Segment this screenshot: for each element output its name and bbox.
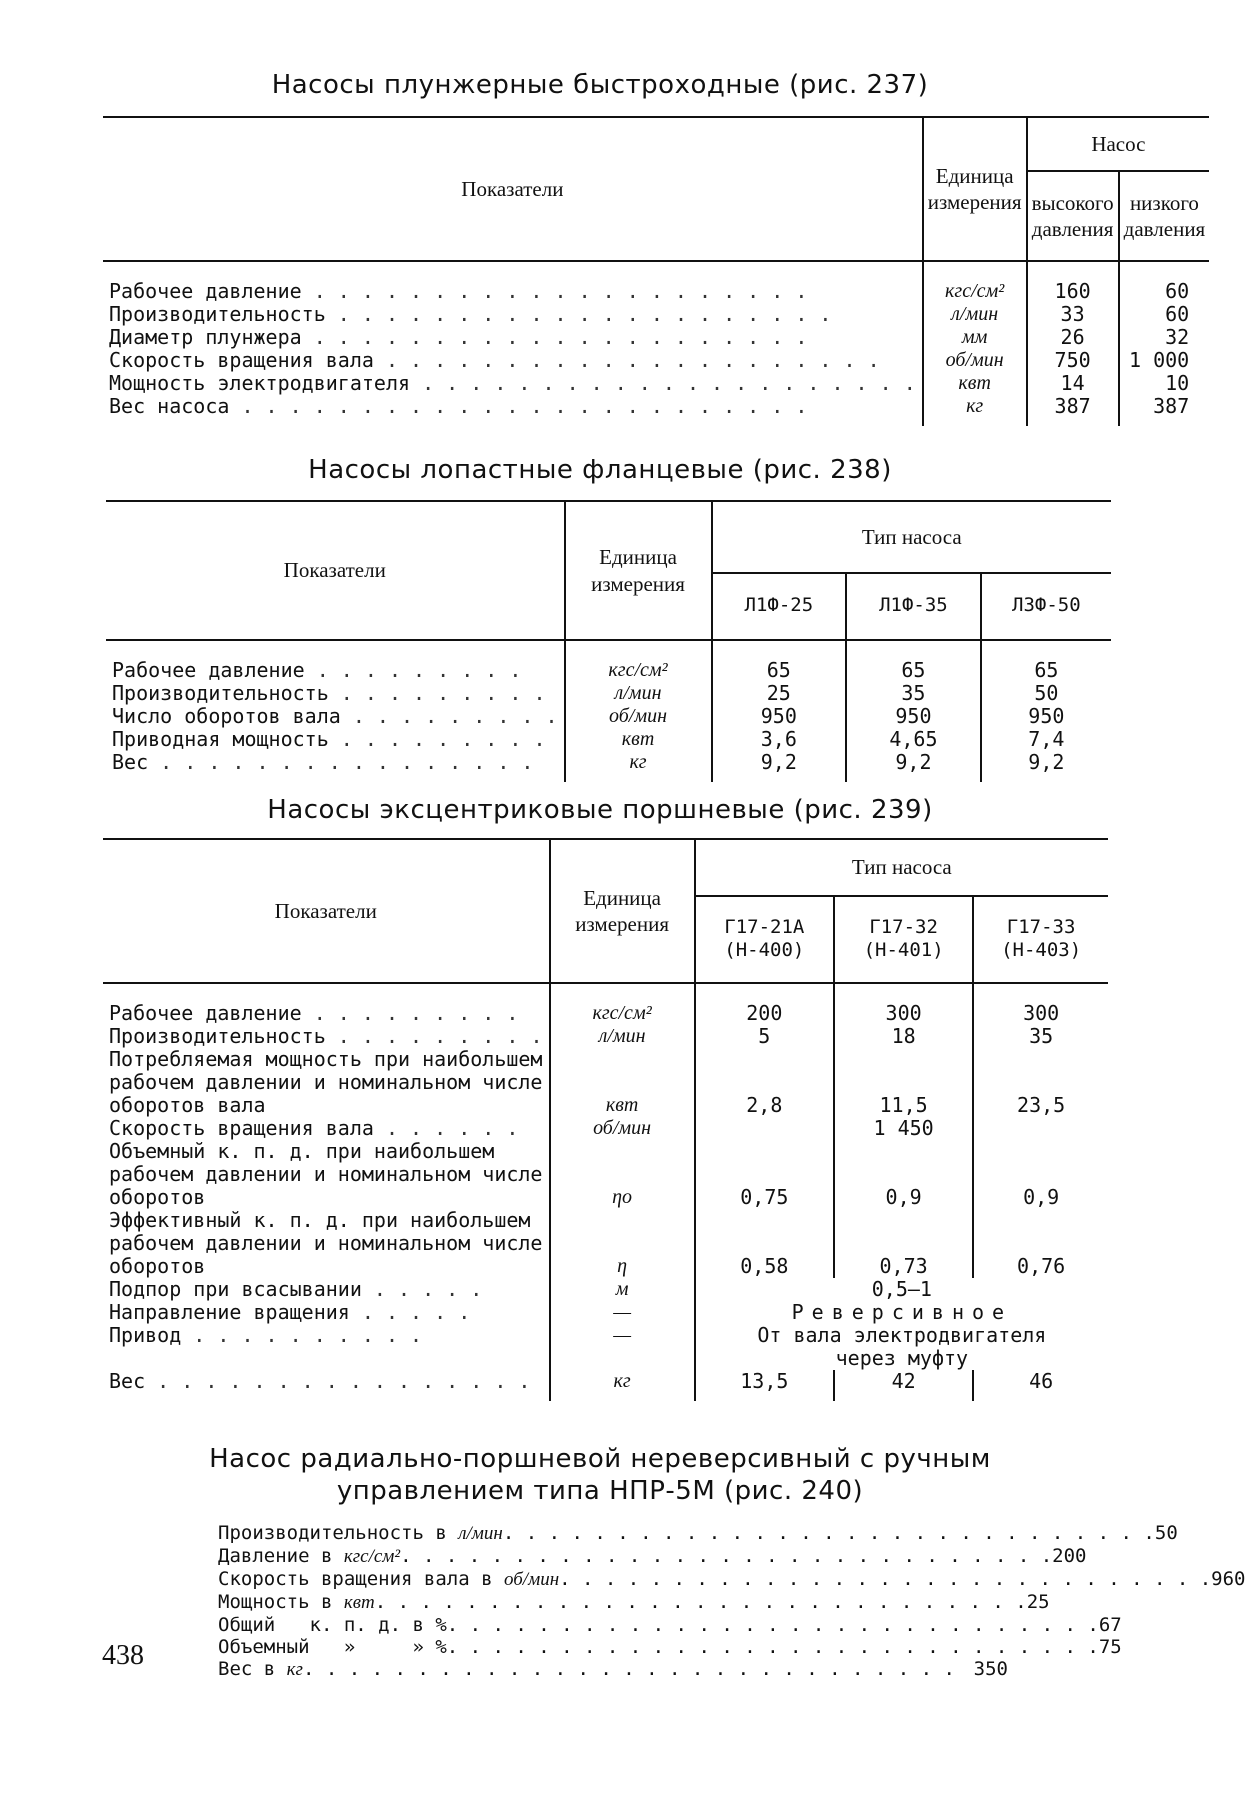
- table3-eccentric-piston-pumps: [103, 838, 1108, 1401]
- npr5m-spec-list: [218, 1522, 1245, 1681]
- row-unit: об/мин: [923, 349, 1027, 372]
- cell-value: 33: [1027, 303, 1119, 326]
- row-label: Рабочее давление: [109, 279, 302, 303]
- item-label: Скорость вращения вала в: [218, 1568, 504, 1590]
- cell-value: 65: [846, 640, 981, 682]
- item-unit: л/мин: [458, 1523, 503, 1544]
- table-row: Приводная мощность . . . . . . . . . квт 3,6 4,65 7,4: [106, 728, 1111, 751]
- list-item: Давление в кгс/см² . . . . . . . . . . . . . . . . . . . . . . . . . . . . . 200: [218, 1545, 1087, 1567]
- section4-title-line2: управлением типа НПР-5М (рис. 240): [336, 1476, 864, 1506]
- header-pump-group: Насос: [1027, 117, 1210, 171]
- table-row: Вес насоса . . . . . . . . . . . . . . . . . . . . . . . . кг 387 387: [103, 395, 1209, 426]
- cell-value: 4,65: [846, 728, 981, 751]
- row-unit: об/мин: [550, 1117, 695, 1140]
- cell-value: 5: [695, 1025, 834, 1048]
- cell-value: 300: [834, 983, 973, 1025]
- row-label: Производительность: [109, 302, 326, 326]
- cell-value: 387: [1119, 395, 1210, 426]
- row-label: Потребляемая мощность при наибольшем рабочем давлении и номинальном числе оборотов вала: [109, 1047, 543, 1117]
- table1-title: Насосы плунжерные быстроходные (рис. 237): [271, 70, 929, 100]
- cell-value: 0,58: [695, 1209, 834, 1278]
- row-unit: квт: [565, 728, 712, 751]
- item-label: Объемный » » %: [218, 1636, 447, 1658]
- cell-value: 0,76: [973, 1209, 1108, 1278]
- item-value: 50: [1154, 1522, 1178, 1544]
- cell-value: 13,5: [695, 1370, 834, 1401]
- cell-value-merged: Реверсивное: [695, 1301, 1108, 1324]
- cell-value: 25: [712, 682, 847, 705]
- table-row: Привод . . . . . . . . . . — От вала электродвигателя через муфту: [103, 1324, 1108, 1370]
- cell-value: 14: [1027, 372, 1119, 395]
- cell-value: 50: [981, 682, 1111, 705]
- row-unit: кгс/см²: [550, 983, 695, 1025]
- table-row: Мощность электродвигателя . . . . . . . . . . . . . . . . . . . . . квт 14 10: [103, 372, 1209, 395]
- cell-value: 0,9: [834, 1140, 973, 1209]
- item-value: 67: [1098, 1614, 1122, 1636]
- cell-value: 1 000: [1119, 349, 1210, 372]
- row-label: Вес: [109, 1369, 146, 1393]
- cell-value: 46: [973, 1370, 1108, 1401]
- row-label: Эффективный к. п. д. при наибольшем рабочем давлении и номинальном числе оборотов: [109, 1208, 543, 1278]
- header-l1f-35: Л1Ф-35: [846, 573, 981, 640]
- item-value: 75: [1098, 1636, 1122, 1658]
- row-label: Диаметр плунжера: [109, 325, 302, 349]
- item-label: Производительность в: [218, 1522, 459, 1544]
- list-item: Скорость вращения вала в об/мин . . . . . . . . . . . . . . . . . . . . . . . . . . . . . 960: [218, 1568, 1245, 1590]
- cell-value: 750: [1027, 349, 1119, 372]
- table-row: Направление вращения . . . . . — Реверсивное: [103, 1301, 1108, 1324]
- table-row: Скорость вращения вала . . . . . . . . . . . . . . . . . . . . . об/мин 750 1 000: [103, 349, 1209, 372]
- list-item: Общий к. п. д. в % . . . . . . . . . . . . . . . . . . . . . . . . . . . . . 67: [218, 1614, 1122, 1636]
- table-row: Число оборотов вала . . . . . . . . . об/мин 950 950 950: [106, 705, 1111, 728]
- row-label: Приводная мощность: [112, 727, 329, 751]
- row-unit: кгс/см²: [923, 261, 1027, 303]
- header-l1f-25: Л1Ф-25: [712, 573, 847, 640]
- table-row: [103, 1209, 1108, 1278]
- cell-value: 60: [1119, 261, 1210, 303]
- section4-title-line1: Насос радиально-поршневой нереверсивный с ручным: [209, 1444, 991, 1474]
- table-row: Вес . . . . . . . . . . . . . . . . кг 9,2 9,2 9,2: [106, 751, 1111, 782]
- row-label: Производительность: [112, 681, 329, 705]
- table-row: [103, 1048, 1108, 1117]
- item-value: 25: [1026, 1591, 1050, 1613]
- row-unit: —: [550, 1324, 695, 1370]
- cell-value: 3,6: [712, 728, 847, 751]
- table-row: Рабочее давление . . . . . . . . . кгс/см² 200 300 300: [103, 983, 1108, 1025]
- row-label: Число оборотов вала: [112, 704, 341, 728]
- item-label: Мощность в: [218, 1591, 344, 1613]
- table-row: Производительность . . . . . . . . . л/мин 5 18 35: [103, 1025, 1108, 1048]
- row-unit: кг: [923, 395, 1027, 426]
- table-row: [103, 1140, 1108, 1209]
- row-unit: л/мин: [550, 1025, 695, 1048]
- header-indicators: Показатели: [461, 176, 564, 201]
- item-unit: кг: [286, 1659, 303, 1680]
- cell-value: 18: [834, 1025, 973, 1048]
- row-unit: мм: [923, 326, 1027, 349]
- cell-value: 10: [1119, 372, 1210, 395]
- cell-value: 200: [695, 983, 834, 1025]
- row-label: Вес насоса: [109, 394, 230, 418]
- table-row: Производительность . . . . . . . . . . . . . . . . . . . . . л/мин 33 60: [103, 303, 1209, 326]
- cell-value: 300: [973, 983, 1108, 1025]
- item-value: 200: [1052, 1545, 1087, 1567]
- list-item: Мощность в квт . . . . . . . . . . . . . . . . . . . . . . . . . . . . . 25: [218, 1591, 1050, 1613]
- item-value: 350: [973, 1658, 1008, 1680]
- row-unit: кг: [550, 1370, 695, 1401]
- table-row: Рабочее давление . . . . . . . . . . . . . . . . . . . . . кгс/см² 160 60: [103, 261, 1209, 303]
- cell-value: 65: [712, 640, 847, 682]
- cell-value: 387: [1027, 395, 1119, 426]
- cell-value: 60: [1119, 303, 1210, 326]
- cell-value-merged: От вала электродвигателя через муфту: [695, 1324, 1108, 1370]
- row-unit: квт: [923, 372, 1027, 395]
- row-label: Привод: [109, 1323, 182, 1347]
- row-unit: η: [550, 1209, 695, 1278]
- cell-value: 42: [834, 1370, 973, 1401]
- list-item: Вес в кг . . . . . . . . . . . . . . . . . . . . . . . . . . . . . 350: [218, 1658, 1008, 1680]
- row-label: Рабочее давление: [112, 658, 305, 682]
- row-label: Скорость вращения вала: [109, 1116, 374, 1140]
- table2-vane-pumps: [106, 500, 1111, 782]
- cell-value-merged: 1 450: [834, 1117, 973, 1140]
- list-item: Объемный » » % . . . . . . . . . . . . . . . . . . . . . . . . . . . . . 75: [218, 1636, 1122, 1658]
- cell-value: 160: [1027, 261, 1119, 303]
- row-label: Рабочее давление: [109, 1001, 302, 1025]
- cell-value: 9,2: [981, 751, 1111, 782]
- row-unit: об/мин: [565, 705, 712, 728]
- item-label: Вес в: [218, 1658, 287, 1680]
- header-g17-33: Г17-33 (Н-403): [973, 896, 1108, 983]
- item-unit: кгс/см²: [343, 1546, 401, 1567]
- header-unit: Единица измерения: [550, 839, 695, 983]
- table1-plunger-pumps: [103, 116, 1209, 426]
- item-unit: об/мин: [503, 1569, 560, 1590]
- header-indicators: Показатели: [274, 898, 377, 923]
- cell-value: 9,2: [712, 751, 847, 782]
- list-item: Производительность в л/мин . . . . . . . . . . . . . . . . . . . . . . . . . . . . . 50: [218, 1522, 1178, 1544]
- row-label: Мощность электродвигателя: [109, 371, 411, 395]
- header-low-pressure: низкого давления: [1119, 171, 1210, 261]
- row-unit: л/мин: [923, 303, 1027, 326]
- cell-value: 950: [981, 705, 1111, 728]
- page-number: 438: [102, 1640, 144, 1671]
- row-unit: л/мин: [565, 682, 712, 705]
- row-label: Скорость вращения вала: [109, 348, 374, 372]
- cell-value: 35: [973, 1025, 1108, 1048]
- row-unit: кг: [565, 751, 712, 782]
- table3-title: Насосы эксцентриковые поршневые (рис. 239): [267, 795, 933, 825]
- row-unit: м: [550, 1278, 695, 1301]
- row-unit: ηо: [550, 1140, 695, 1209]
- table-row: Подпор при всасывании . . . . . м 0,5—1: [103, 1278, 1108, 1301]
- cell-value: 23,5: [973, 1048, 1108, 1117]
- cell-value: 0,9: [973, 1140, 1108, 1209]
- header-pump-type: Тип насоса: [712, 501, 1111, 573]
- row-label: Направление вращения: [109, 1300, 350, 1324]
- header-high-pressure: высокого давления: [1027, 171, 1119, 261]
- cell-value: 2,8: [695, 1048, 834, 1117]
- row-unit: —: [550, 1301, 695, 1324]
- item-label: Общий к. п. д. в %: [218, 1614, 447, 1636]
- item-value: 960: [1211, 1568, 1245, 1590]
- cell-value: 950: [712, 705, 847, 728]
- row-label: Объемный к. п. д. при наибольшем рабочем давлении и номинальном числе оборотов: [109, 1139, 543, 1209]
- row-unit: квт: [550, 1048, 695, 1117]
- row-label: Вес: [112, 750, 149, 774]
- header-pump-type: Тип насоса: [695, 839, 1108, 896]
- cell-value: 0,75: [695, 1140, 834, 1209]
- header-indicators: Показатели: [283, 558, 386, 583]
- table-row: Вес . . . . . . . . . . . . . . . . кг 13,5 42 46: [103, 1370, 1108, 1401]
- table2-title: Насосы лопастные фланцевые (рис. 238): [308, 455, 892, 485]
- cell-value: 32: [1119, 326, 1210, 349]
- table-row: Рабочее давление . . . . . . . . . кгс/см² 65 65 65: [106, 640, 1111, 682]
- header-unit: Единица измерения: [923, 117, 1027, 261]
- item-label: Давление в: [218, 1545, 344, 1567]
- header-unit: Единица измерения: [565, 501, 712, 640]
- row-label: Производительность: [109, 1024, 326, 1048]
- cell-value-merged: 0,5—1: [695, 1278, 1108, 1301]
- table-row: Диаметр плунжера . . . . . . . . . . . . . . . . . . . . . мм 26 32: [103, 326, 1209, 349]
- cell-value: 950: [846, 705, 981, 728]
- header-l3f-50: Л3Ф-50: [981, 573, 1111, 640]
- header-g17-32: Г17-32 (Н-401): [834, 896, 973, 983]
- header-g17-21a: Г17-21А (Н-400): [695, 896, 834, 983]
- item-unit: квт: [343, 1592, 375, 1613]
- cell-value: 0,73: [834, 1209, 973, 1278]
- row-unit: кгс/см²: [565, 640, 712, 682]
- cell-value: 7,4: [981, 728, 1111, 751]
- cell-value: 35: [846, 682, 981, 705]
- cell-value: 65: [981, 640, 1111, 682]
- table-row: Производительность . . . . . . . . . л/мин 25 35 50: [106, 682, 1111, 705]
- row-label: Подпор при всасывании: [109, 1277, 362, 1301]
- cell-value: 11,5: [834, 1048, 973, 1117]
- cell-value: 26: [1027, 326, 1119, 349]
- table-row: Скорость вращения вала . . . . . . об/мин 1 450: [103, 1117, 1108, 1140]
- cell-value: 9,2: [846, 751, 981, 782]
